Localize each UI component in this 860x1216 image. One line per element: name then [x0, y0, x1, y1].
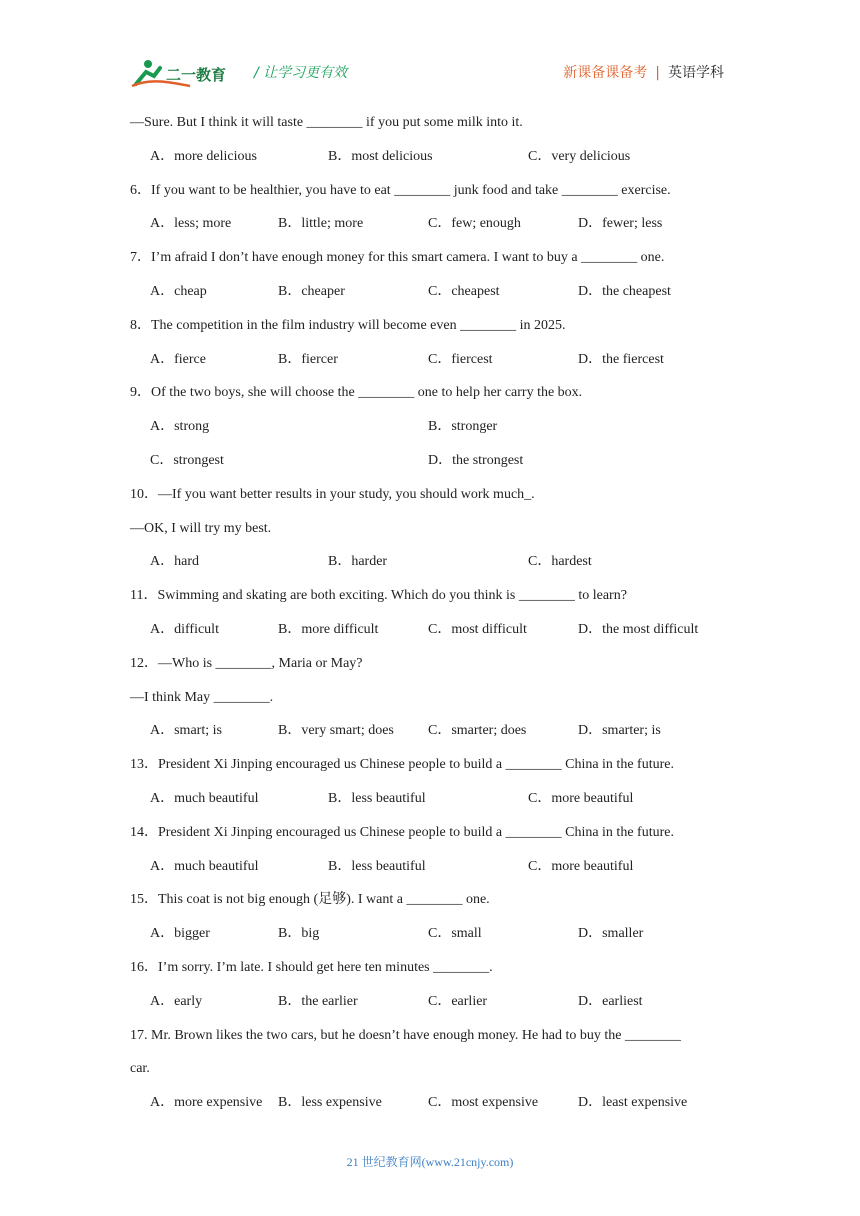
option-b: B．stronger	[428, 419, 498, 435]
option-d: D．the most difficult	[578, 621, 699, 637]
option-c: C．more beautiful	[528, 858, 634, 874]
options-row	[130, 140, 740, 174]
options-row	[130, 917, 740, 951]
options-row	[130, 714, 740, 748]
option-a: A．bigger	[150, 926, 210, 942]
options-row	[130, 985, 740, 1019]
question-line: 7．I’m afraid I don’t have enough money for this smart camera. I want to buy a ________ one.	[130, 250, 665, 266]
option-c: C．more beautiful	[528, 790, 634, 806]
options-row	[130, 343, 740, 377]
option-a: A．less; more	[150, 216, 232, 232]
header-slogan: / 让学习更有效	[254, 65, 348, 81]
question-line: 9．Of the two boys, she will choose the ________ one to help her carry the box.	[130, 385, 583, 401]
options-row	[130, 207, 740, 241]
options-row	[130, 850, 740, 884]
option-c: C．hardest	[528, 554, 592, 570]
option-b: B．cheaper	[278, 283, 345, 299]
option-a: A．much beautiful	[150, 858, 259, 874]
question-line: 13．President Xi Jinping encouraged us Chinese people to build a ________ China in the future.	[130, 757, 674, 773]
option-d: D．smarter; is	[578, 723, 661, 739]
question-line: 15．This coat is not big enough (足够). I want a ________ one.	[130, 892, 490, 908]
question-line: 14．President Xi Jinping encouraged us Chinese people to build a ________ China in the future.	[130, 824, 674, 840]
option-a: A．smart; is	[150, 723, 222, 739]
option-b: B．big	[278, 926, 320, 942]
option-c: C．most expensive	[428, 1095, 539, 1111]
options-row	[130, 444, 740, 478]
question-line: —I think May ________.	[130, 689, 274, 705]
page-footer: 21 世纪教育网(www.21cnjy.com)	[346, 1155, 514, 1169]
option-d: D．fewer; less	[578, 216, 663, 232]
option-c: C．cheapest	[428, 283, 500, 299]
option-d: D．smaller	[578, 926, 644, 942]
option-a: A．more expensive	[150, 1095, 263, 1111]
question-line: 10．—If you want better results in your study, you should work much_.	[130, 486, 535, 502]
option-d: D．the fiercest	[578, 351, 664, 367]
option-b: B．less beautiful	[328, 790, 426, 806]
options-row	[130, 782, 740, 816]
question-line: car.	[130, 1061, 150, 1077]
option-a: A．cheap	[150, 283, 207, 299]
option-c: C．fiercest	[428, 351, 493, 367]
question-line: —Sure. But I think it will taste ________ if you put some milk into it.	[130, 115, 523, 130]
option-a: A．strong	[150, 419, 210, 435]
option-c: C．earlier	[428, 993, 488, 1009]
options-row	[130, 410, 740, 444]
options-row	[130, 613, 740, 647]
header-subject-label: 英语学科	[668, 65, 724, 81]
option-a: A．early	[150, 993, 203, 1009]
question-line: 11．Swimming and skating are both exciting. Which do you think is ________ to learn?	[130, 588, 627, 604]
header-right	[563, 62, 724, 82]
option-c: C．small	[428, 926, 482, 942]
svg-text:二一教育: 二一教育	[166, 66, 227, 84]
question-line: 16．I’m sorry. I’m late. I should get here ten minutes ________.	[130, 959, 493, 975]
question-line: 8．The competition in the film industry will become even ________ in 2025.	[130, 317, 566, 333]
option-b: B．less beautiful	[328, 858, 426, 874]
option-a: A．hard	[150, 554, 199, 570]
header-course-label: 新课备课备考	[563, 65, 648, 81]
question-line: —OK, I will try my best.	[130, 520, 272, 536]
option-d: D．earliest	[578, 993, 643, 1009]
options-row	[130, 275, 740, 309]
option-a: A．fierce	[150, 351, 206, 367]
option-b: B．the earlier	[278, 993, 358, 1009]
option-b: B．fiercer	[278, 351, 338, 367]
options-row	[130, 545, 740, 579]
question-list	[130, 106, 740, 1120]
question-line: 6．If you want to be healthier, you have to eat ________ junk food and take ________ exercise.	[130, 182, 671, 198]
option-a: A．much beautiful	[150, 790, 259, 806]
option-b: B．most delicious	[328, 148, 433, 164]
brand-logo	[130, 56, 242, 90]
option-d: D．least expensive	[578, 1095, 688, 1111]
option-c: C．few; enough	[428, 216, 521, 232]
option-a: A．difficult	[150, 621, 219, 637]
question-line: 17. Mr. Brown likes the two cars, but he doesn’t have enough money. He had to buy the ________	[130, 1027, 681, 1043]
option-b: B．very smart; does	[278, 723, 394, 739]
option-a: C．strongest	[150, 452, 224, 468]
option-b: D．the strongest	[428, 452, 524, 468]
option-c: C．smarter; does	[428, 723, 527, 739]
option-c: C．most difficult	[428, 621, 527, 637]
option-a: A．more delicious	[150, 148, 257, 164]
option-b: B．harder	[328, 554, 388, 570]
option-d: D．the cheapest	[578, 283, 671, 299]
option-b: B．little; more	[278, 216, 364, 232]
option-c: C．very delicious	[528, 148, 631, 164]
question-line: 12．—Who is ________, Maria or May?	[130, 655, 363, 671]
options-row	[130, 1086, 740, 1120]
page-header	[0, 0, 860, 100]
option-b: B．more difficult	[278, 621, 379, 637]
header-separator: |	[655, 65, 660, 81]
option-b: B．less expensive	[278, 1095, 382, 1111]
